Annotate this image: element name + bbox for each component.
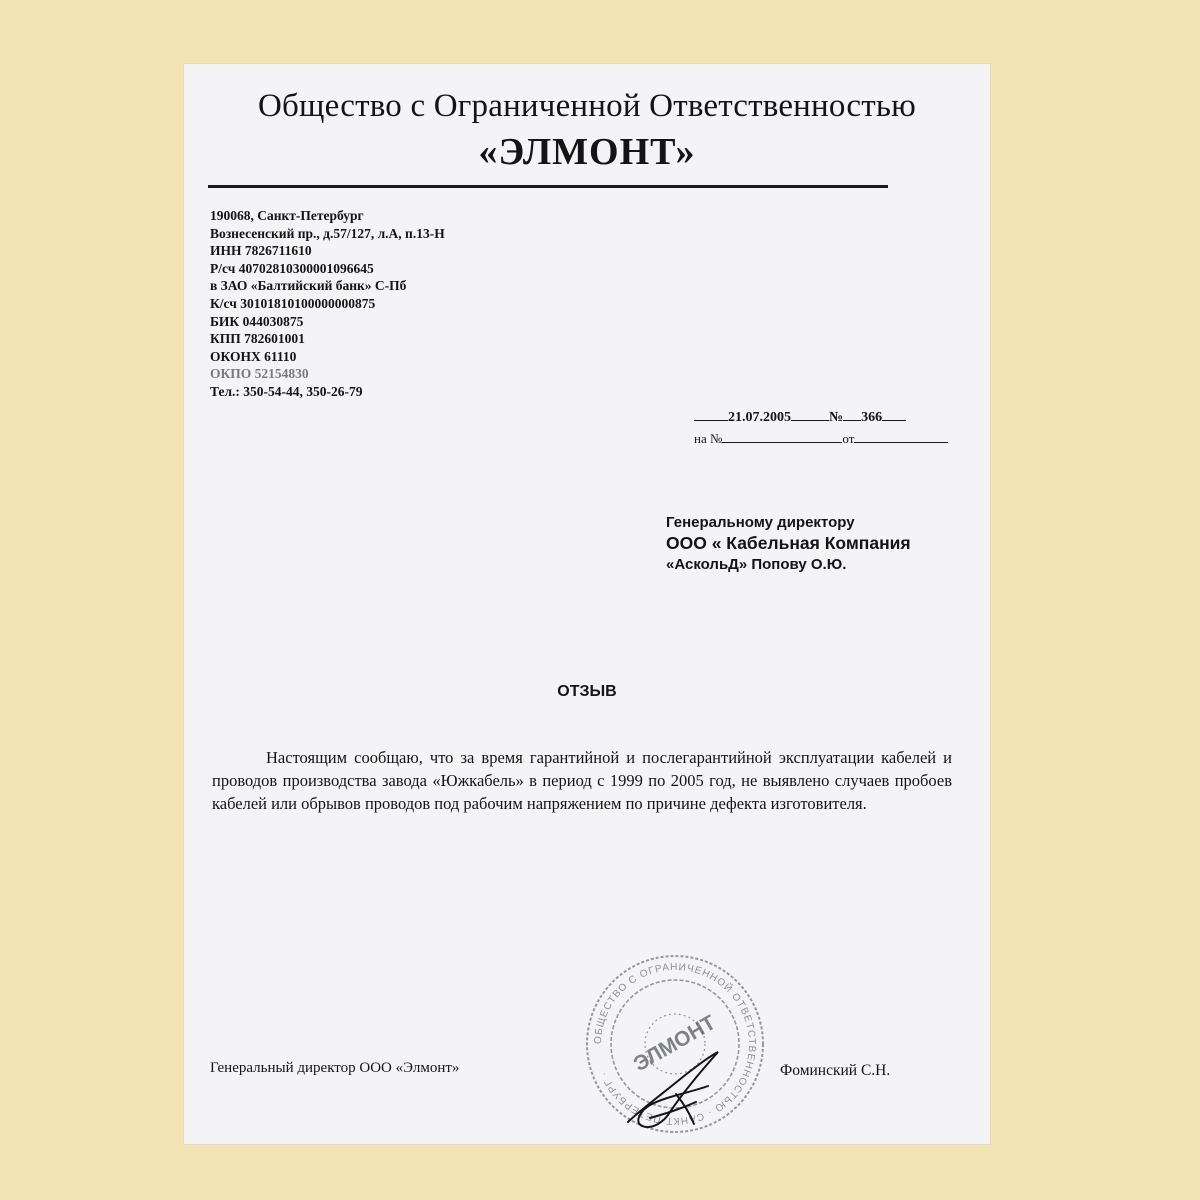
addressee-company: ООО « Кабельная Компания bbox=[666, 533, 911, 553]
signatory-name: Фоминский С.Н. bbox=[780, 1062, 891, 1079]
registration-number: 366 bbox=[861, 410, 883, 425]
requisite-address-street: Вознесенский пр., д.57/127, л.А, п.13-Н bbox=[210, 225, 445, 241]
underline bbox=[882, 408, 906, 421]
reference-from-label: от bbox=[842, 431, 855, 446]
requisite-account: Р/сч 40702810300001096645 bbox=[210, 260, 374, 276]
requisite-okonh: ОКОНХ 61110 bbox=[210, 348, 297, 364]
reference-line bbox=[694, 430, 974, 447]
registration-date: 21.07.2005 bbox=[728, 410, 791, 425]
addressee-block bbox=[666, 512, 911, 575]
letter-page bbox=[184, 64, 990, 1144]
requisite-address-city: 190068, Санкт-Петербург bbox=[210, 208, 364, 223]
requisite-bank: в ЗАО «Балтийский банк» С-Пб bbox=[210, 278, 407, 294]
company-legal-form: Общество с Ограниченной Ответственностью bbox=[257, 88, 916, 124]
requisite-okpo: ОКПО 52154830 bbox=[210, 366, 309, 382]
stamp-center-text: ЭЛМОНТ bbox=[629, 1010, 720, 1077]
document-body bbox=[212, 746, 952, 815]
underline bbox=[854, 430, 948, 443]
company-stamp bbox=[580, 944, 770, 1144]
underline bbox=[694, 408, 728, 421]
addressee-position: Генеральному директору bbox=[666, 514, 855, 531]
underline bbox=[791, 408, 829, 421]
addressee-name: «АскольД» Попову О.Ю. bbox=[666, 556, 847, 573]
signatory-position: Генеральный директор ООО «Элмонт» bbox=[210, 1060, 460, 1076]
registration-number-label: № bbox=[829, 410, 844, 425]
letterhead-divider bbox=[208, 185, 888, 188]
requisite-inn: ИНН 7826711610 bbox=[210, 243, 312, 259]
requisite-corr-account: К/сч 30101810100000000875 bbox=[210, 295, 376, 311]
underline bbox=[722, 430, 842, 443]
requisite-bik: БИК 044030875 bbox=[210, 313, 304, 329]
requisite-kpp: КПП 782601001 bbox=[210, 331, 305, 347]
underline bbox=[843, 408, 861, 421]
stamp-ring-textpath: ОБЩЕСТВО С ОГРАНИЧЕННОЙ ОТВЕТСТВЕННОСТЬЮ · САНКТ-ПЕТЕРБУРГ · bbox=[592, 961, 758, 1127]
document-title: ОТЗЫВ bbox=[557, 683, 617, 700]
registration-line bbox=[694, 408, 974, 426]
requisite-phone: Тел.: 350-54-44, 350-26-79 bbox=[210, 383, 363, 399]
company-name: «ЭЛМОНТ» bbox=[478, 131, 696, 173]
reference-label: на № bbox=[694, 431, 723, 446]
document-body-text: Настоящим сообщаю, что за время гарантийной и послегарантийной эксплуатации кабелей и проводов производства завода «Южкабель» в период с 1999 по 2005 год, не выявлено случаев пробоев кабелей или обрывов проводов под рабочим напряжением по причине дефекта изготовителя. bbox=[212, 748, 952, 813]
company-requisites bbox=[210, 207, 445, 401]
